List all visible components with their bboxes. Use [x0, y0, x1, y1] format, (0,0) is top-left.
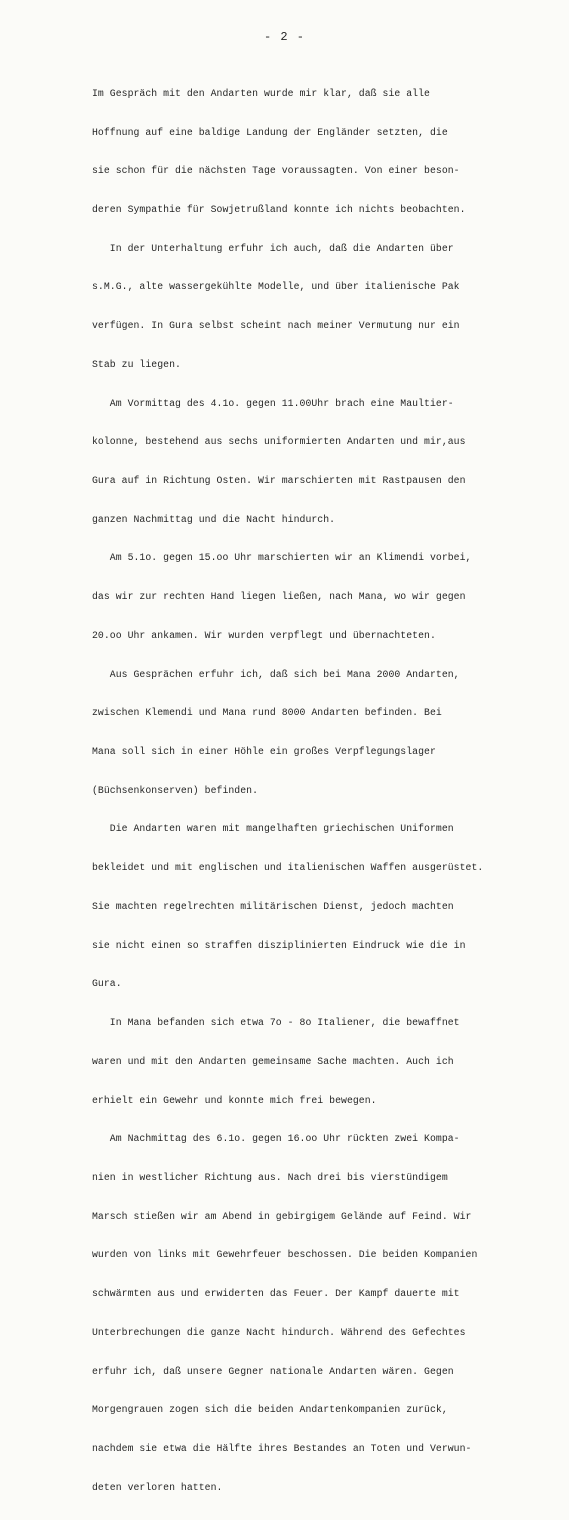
body-text: [92, 62, 547, 1520]
text-line: nien in westlicher Richtung aus. Nach drei bis vierstündigem: [92, 1171, 448, 1183]
text-line: sie nicht einen so straffen disziplinierten Eindruck wie die in: [92, 939, 466, 951]
text-line: waren und mit den Andarten gemeinsame Sache machten. Auch ich: [92, 1055, 454, 1067]
text-line: 20.oo Uhr ankamen. Wir wurden verpflegt und übernachteten.: [92, 629, 436, 641]
text-line: deten verloren hatten.: [92, 1481, 223, 1493]
text-line: wurden von links mit Gewehrfeuer beschossen. Die beiden Kompanien: [92, 1249, 478, 1261]
text-line: nachdem sie etwa die Hälfte ihres Bestandes an Toten und Verwun-: [92, 1442, 472, 1454]
text-line: erhielt ein Gewehr und konnte mich frei bewegen.: [92, 1094, 377, 1106]
text-line: Mana soll sich in einer Höhle ein großes Verpflegungslager: [92, 746, 436, 758]
text-line: schwärmten aus und erwiderten das Feuer. Der Kampf dauerte mit: [92, 1288, 460, 1300]
text-line: kolonne, bestehend aus sechs uniformierten Andarten und mir,aus: [92, 436, 466, 448]
text-line: zwischen Klemendi und Mana rund 8000 Andarten befinden. Bei: [92, 707, 442, 719]
text-line: Unterbrechungen die ganze Nacht hindurch. Während des Gefechtes: [92, 1326, 466, 1338]
text-line: s.M.G., alte wassergekühlte Modelle, und über italienische Pak: [92, 281, 460, 293]
text-line: Hoffnung auf eine baldige Landung der Engländer setzten, die: [92, 126, 448, 138]
text-line: Gura.: [92, 978, 122, 990]
text-line: deren Sympathie für Sowjetrußland konnte ich nichts beobachten.: [92, 203, 466, 215]
text-line: Die Andarten waren mit mangelhaften griechischen Uniformen: [92, 823, 454, 835]
text-line: Im Gespräch mit den Andarten wurde mir klar, daß sie alle: [92, 87, 430, 99]
text-line: Sie machten regelrechten militärischen Dienst, jedoch machten: [92, 900, 454, 912]
text-line: verfügen. In Gura selbst scheint nach meiner Vermutung nur ein: [92, 320, 460, 332]
text-line: In der Unterhaltung erfuhr ich auch, daß die Andarten über: [92, 242, 454, 254]
text-line: Morgengrauen zogen sich die beiden Andartenkompanien zurück,: [92, 1404, 448, 1416]
text-line: Gura auf in Richtung Osten. Wir marschierten mit Rastpausen den: [92, 475, 466, 486]
text-line: (Büchsenkonserven) befinden.: [92, 784, 259, 796]
text-line: Aus Gesprächen erfuhr ich, daß sich bei Mana 2000 Andarten,: [92, 668, 460, 680]
text-line: Marsch stießen wir am Abend in gebirgigem Gelände auf Feind. Wir: [92, 1210, 472, 1222]
text-line: Stab zu liegen.: [92, 358, 181, 370]
text-line: Am Vormittag des 4.1o. gegen 11.00Uhr brach eine Maultier-: [92, 397, 454, 409]
text-line: das wir zur rechten Hand liegen ließen, nach Mana, wo wir gegen: [92, 591, 466, 603]
text-line: sie schon für die nächsten Tage voraussagten. Von einer beson-: [92, 165, 460, 177]
text-line: Am Nachmittag des 6.1o. gegen 16.oo Uhr rückten zwei Kompa-: [92, 1133, 460, 1145]
text-line: In Mana befanden sich etwa 7o - 8o Italiener, die bewaffnet: [92, 1017, 460, 1029]
text-line: bekleidet und mit englischen und italienischen Waffen ausgerüstet.: [92, 862, 484, 874]
page-number: - 2 -: [263, 30, 305, 44]
text-line: ganzen Nachmittag und die Nacht hindurch.: [92, 513, 336, 525]
text-line: erfuhr ich, daß unsere Gegner nationale Andarten wären. Gegen: [92, 1365, 454, 1377]
text-line: Am 5.1o. gegen 15.oo Uhr marschierten wir an Klimendi vorbei,: [92, 552, 472, 564]
